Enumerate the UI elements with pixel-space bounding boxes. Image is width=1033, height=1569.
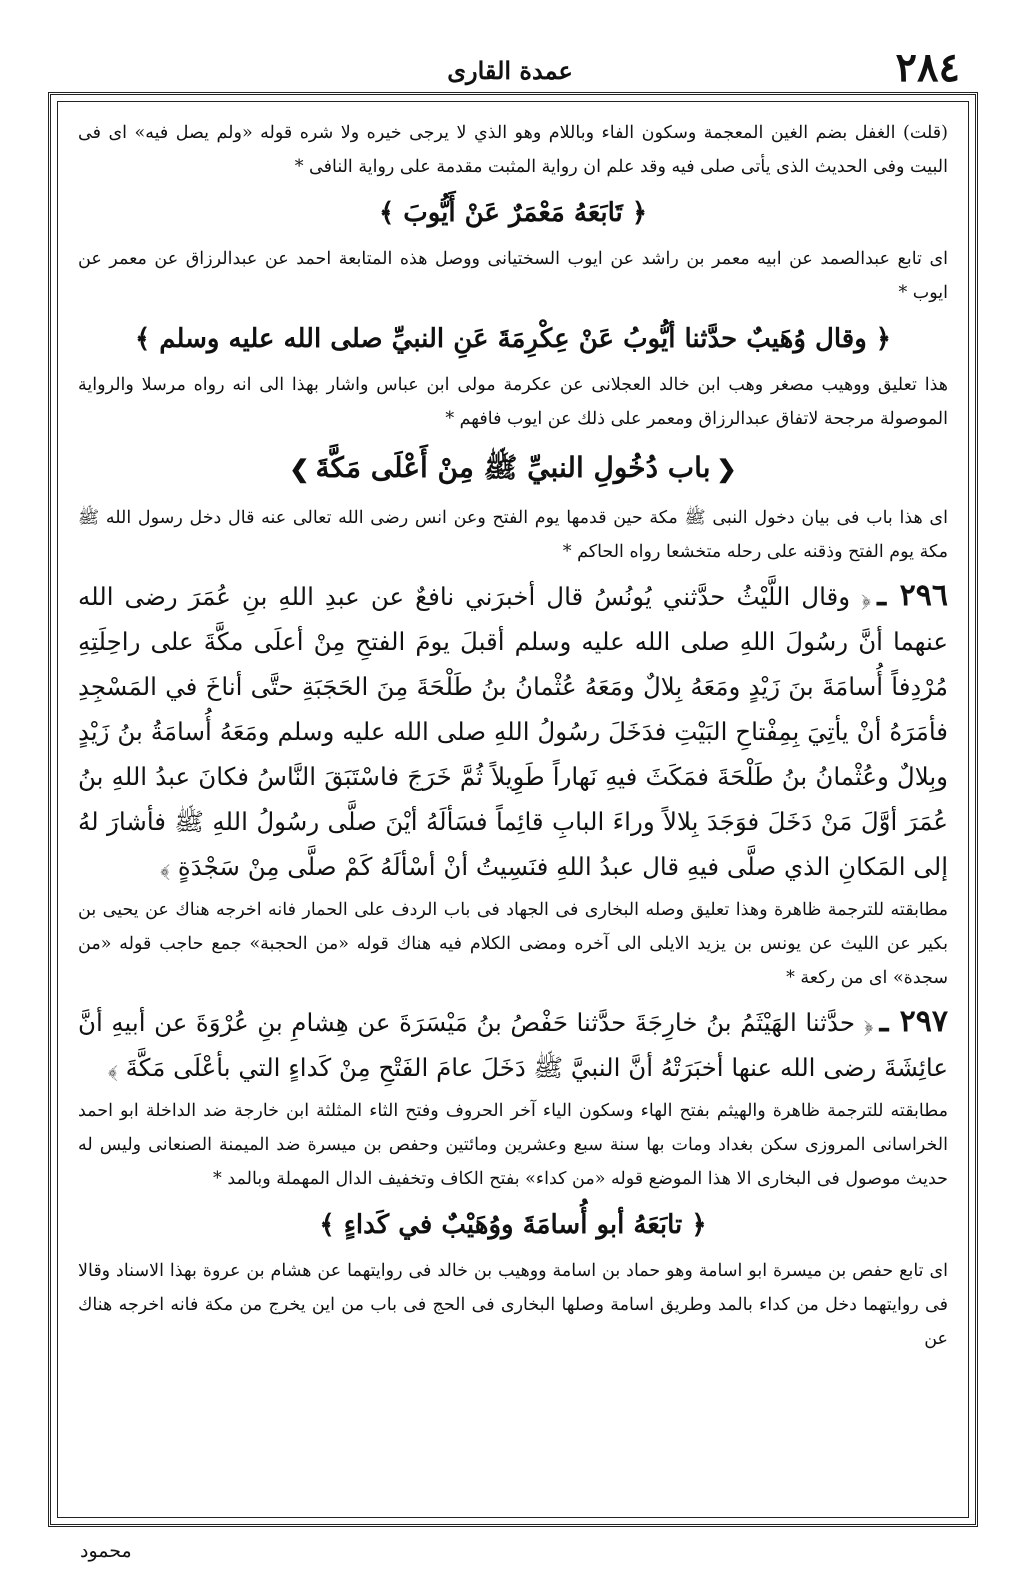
commentary-paragraph: اى هذا باب فى بيان دخول النبى ﷺ مكة حين قدمها يوم الفتح وعن انس رضى الله تعالى عنه قال دخل رسول الله ﷺ مكة يوم الفتح وذقنه على رحله متخشعا رواه الحاكم * [78,508,948,562]
ornament-icon: ❮ [716,454,737,483]
commentary-paragraph: اى تابع عبدالصمد عن ابيه معمر بن راشد عن ايوب السختيانى ووصل هذه المتابعة احمد عن عبدالرزاق عن معمر عن ايوب * [78,249,948,303]
hadith-text [78,573,948,889]
hadith-number: ٢٩٧ ـ [879,1004,948,1039]
commentary-paragraph: مطابقته للترجمة ظاهرة والهيثم بفتح الهاء وسكون الياء آخر الحروف وفتح الثاء المثلثة ابن خارجة ضد الداخلة ابو احمد الخراسانى المروزى سكن بغداد ومات بها سنة سبع وعشرين ومائتين وحفص بن ميسرة ضد الميمنة الصنعانى وليس له حديث موصول فى البخارى الا هذا الموضع قوله «من كداء» بفتح الكاف وتخفيف الدال المهملة وبالمد * [78,1101,948,1189]
commentary-paragraph: اى تابع حفص بن ميسرة ابو اسامة وهو حماد بن اسامة ووهيب بن خالد فى روايتهما عن هشام بن عروة بهذا الاسناد وقالا فى روايتهما دخل من كداء بالمد وطريق اسامة وصلها البخارى فى الحج فى باب من اين يخرج من مكة فانه اخرجه هناك عن [78,1261,948,1349]
commentary-paragraph: (قلت) الغفل بضم الغين المعجمة وسكون الفاء وباللام وهو الذي لا يرجى خيره ولا شره قوله «ولم يصل فيه» اى فى البيت وفى الحديث الذى يأتى صلى فيه وقد علم ان رواية المثبت مقدمة على رواية النافى * [78,123,948,177]
chapter-heading [78,440,948,497]
section-heading: ﴿ وقال وُهَيبٌ حدَّثنا أيُّوبُ عَنْ عِكْرِمَةَ عَنِ النبيِّ صلى الله عليه وسلم ﴾ [134,324,892,354]
commentary-paragraph: هذا تعليق ووهيب مصغر وهب ابن خالد العجلانى عن عكرمة مولى ابن عباس واشار بهذا الى انه رواه مرسلا والرواية الموصولة مرجحة لاتفاق عبدالرزاق ومعمر على ذلك عن ايوب فافهم * [78,375,948,429]
text-frame-inner [57,101,969,1518]
hadith-body: ﴿ حدَّثنا الهَيْثَمُ بنُ خارِجَةَ حدَّثنا حَفْصُ بنُ مَيْسَرَةَ عن هِشامِ بنِ عُرْوَةَ عن أبيهِ أنَّ عائِشَةَ رضى الله عنها أخبَرَتْهُ أنَّ النبيَّ ﷺ دَخَلَ عامَ الفَتْحِ مِنْ كَداءٍ التي بأعْلَى مَكَّةَ ﴾ [78,1008,948,1082]
page-header [60,44,960,92]
section-heading: ﴿ تَابَعَهُ مَعْمَرٌ عَنْ أَيُّوبَ ﴾ [378,198,648,228]
chapter-title: باب دُخُولِ النبيِّ ﷺ مِنْ أَعْلَى مَكَّةَ [315,451,711,484]
hadith-number: ٢٩٦ ـ [877,578,949,613]
section-heading: ﴿ تابَعَهُ أبو أُسامَةَ ووُهَيْبٌ في كَداءٍ ﴾ [319,1210,707,1240]
running-title: عمدة القاری [447,56,573,85]
ornament-icon: ❯ [289,454,310,483]
hadith-body: ﴿ وقال اللَّيْثُ حدَّثني يُونُسُ قال أخبرَني نافعٌ عن عبدِ اللهِ بنِ عُمَرَ رضى الله عنهما أنَّ رسُولَ اللهِ صلى الله عليه وسلم أقبلَ يومَ الفتحِ مِنْ أعلَى مكَّةَ على راحِلَتِهِ مُرْدِفاً أُسامَةَ بنَ زَيْدٍ ومَعَهُ بِلالٌ ومَعَهُ عُثْمانُ بنُ طَلْحَةَ مِنَ الحَجَبَةِ حتَّى أناخَ في المَسْجِدِ فأمَرَهُ أنْ يأتِيَ بِمِفْتاحِ البَيْتِ فدَخَلَ رسُولُ اللهِ صلى الله عليه وسلم ومَعَهُ أُسامَةُ بنُ زَيْدٍ وبِلالٌ وعُثْمانُ بنُ طَلْحَةَ فمَكَثَ فيهِ نَهاراً طَوِيلاً ثُمَّ خَرَجَ فاسْتَبَقَ النَّاسُ فكانَ عبدُ اللهِ بنُ عُمَرَ أوَّلَ مَنْ دَخَلَ فوَجَدَ بِلالاً وراءَ البابِ قائِماً فسَألَهُ أيْنَ صلَّى رسُولُ اللهِ ﷺ فأشارَ لهُ إلى المَكانِ الذي صلَّى فيهِ قال عبدُ اللهِ فنَسِيتُ أنْ أسْألَهُ كَمْ صلَّى مِنْ سَجْدَةٍ ﴾ [78,582,948,881]
page-number: ٢٨٤ [895,44,960,91]
footer-signature: محمود [80,1540,132,1562]
text-frame [48,92,978,1527]
commentary-paragraph: مطابقته للترجمة ظاهرة وهذا تعليق وصله البخارى فى الجهاد فى باب الردف على الحمار فانه اخرجه هناك عن يحيى بن بكير عن الليث عن يونس بن يزيد الايلى الى آخره ومضى الكلام فيه هناك قوله «من الحجبة» جمع حاجب قوله «من سجدة» اى من ركعة * [78,900,948,988]
hadith-text [78,999,948,1090]
page-content [78,116,948,1356]
